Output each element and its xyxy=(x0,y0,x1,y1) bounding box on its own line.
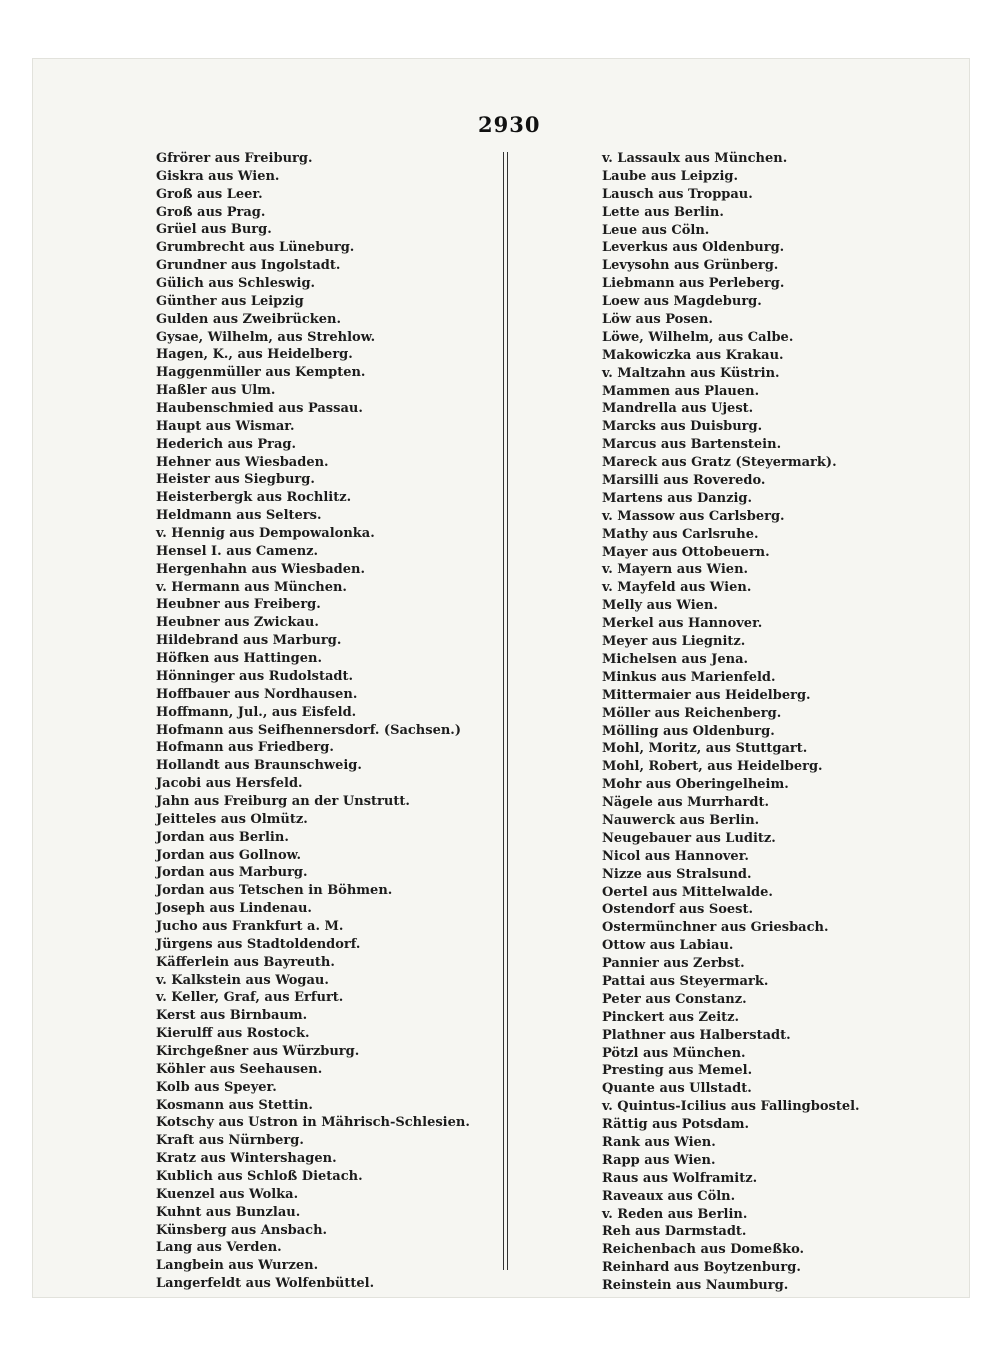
right-column-list xyxy=(602,150,902,1295)
name-entry: v. Lassaulx aus München. xyxy=(602,151,788,166)
name-entry: Leue aus Cöln. xyxy=(602,222,710,238)
name-entry: Michelsen aus Jena. xyxy=(602,651,749,667)
name-entry: Kublich aus Schloß Dietach. xyxy=(156,1168,363,1184)
name-entry: Mittermaier aus Heidelberg. xyxy=(602,687,811,703)
name-entry: Hofmann aus Friedberg. xyxy=(156,740,334,756)
name-entry: Minkus aus Marienfeld. xyxy=(602,669,776,685)
name-entry: Löwe, Wilhelm, aus Calbe. xyxy=(602,329,794,345)
name-entry: Heubner aus Freiberg. xyxy=(156,597,321,613)
name-entry: Marsilli aus Roveredo. xyxy=(602,473,766,489)
name-entry: Marcks aus Duisburg. xyxy=(602,419,763,435)
name-entry: Jordan aus Gollnow. xyxy=(156,847,302,863)
name-entry: Leverkus aus Oldenburg. xyxy=(602,240,785,256)
name-entry: Langerfeldt aus Wolfenbüttel. xyxy=(156,1276,375,1292)
name-entry: Rapp aus Wien. xyxy=(602,1152,716,1168)
name-entry: Peter aus Constanz. xyxy=(602,991,747,1007)
name-entry: Käfferlein aus Bayreuth. xyxy=(156,954,335,970)
name-entry: Neugebauer aus Luditz. xyxy=(602,830,776,846)
name-entry: Hensel I. aus Camenz. xyxy=(156,543,319,559)
name-entry: Mohl, Robert, aus Heidelberg. xyxy=(602,759,823,775)
name-entry: Hoffmann, Jul., aus Eisfeld. xyxy=(156,704,357,720)
name-entry: Rättig aus Potsdam. xyxy=(602,1117,750,1133)
name-entry: Loew aus Magdeburg. xyxy=(602,294,762,310)
name-entry: Gfrörer aus Freiburg. xyxy=(156,151,313,166)
name-entry: Nizze aus Stralsund. xyxy=(602,866,752,882)
left-column-list xyxy=(156,150,470,1293)
name-entry: Günther aus Leipzig xyxy=(156,293,304,309)
name-entry: Mohr aus Oberingelheim. xyxy=(602,777,789,793)
name-entry: Jordan aus Berlin. xyxy=(156,829,289,845)
name-entry: v. Mayern aus Wien. xyxy=(602,562,749,578)
name-entry: Haupt aus Wismar. xyxy=(156,418,295,434)
name-entry: Mandrella aus Ujest. xyxy=(602,401,754,417)
name-entry: Heldmann aus Selters. xyxy=(156,508,322,524)
name-entry: Ostendorf aus Soest. xyxy=(602,902,753,918)
name-entry: Nicol aus Hannover. xyxy=(602,848,749,864)
name-entry: Jacobi aus Hersfeld. xyxy=(156,776,303,792)
name-entry: Mohl, Moritz, aus Stuttgart. xyxy=(602,741,808,757)
name-entry: Plathner aus Halberstadt. xyxy=(602,1027,791,1043)
name-entry: Jordan aus Marburg. xyxy=(156,865,308,881)
name-entry: Gysae, Wilhelm, aus Strehlow. xyxy=(156,329,376,345)
name-entry: Joseph aus Lindenau. xyxy=(156,901,312,917)
name-entry: Quante aus Ullstadt. xyxy=(602,1081,752,1097)
name-entry: Hollandt aus Braunschweig. xyxy=(156,758,362,774)
name-entry: Reinstein aus Naumburg. xyxy=(602,1278,789,1294)
name-entry: Nägele aus Murrhardt. xyxy=(602,795,770,811)
name-entry: Rank aus Wien. xyxy=(602,1134,716,1150)
name-entry: Lette aus Berlin. xyxy=(602,204,724,220)
name-entry: v. Kalkstein aus Wogau. xyxy=(156,972,329,988)
name-entry: Kotschy aus Ustron in Mährisch-Schlesien. xyxy=(156,1115,470,1131)
name-entry: Laube aus Leipzig. xyxy=(602,168,738,184)
name-entry: Hehner aus Wiesbaden. xyxy=(156,454,329,470)
name-entry: v. Mayfeld aus Wien. xyxy=(602,580,752,596)
page-number: 2930 xyxy=(478,112,541,137)
name-entry: Ottow aus Labiau. xyxy=(602,938,734,954)
name-entry: Hofmann aus Seifhennersdorf. (Sachsen.) xyxy=(156,722,461,738)
name-entry: Melly aus Wien. xyxy=(602,598,718,614)
name-entry: Groß aus Prag. xyxy=(156,204,266,220)
name-entry: Raus aus Wolframitz. xyxy=(602,1170,758,1186)
name-entry: Löw aus Posen. xyxy=(602,312,713,328)
name-entry: Kratz aus Wintershagen. xyxy=(156,1151,337,1167)
name-entry: Gulden aus Zweibrücken. xyxy=(156,311,342,327)
name-entry: Hönninger aus Rudolstadt. xyxy=(156,668,354,684)
name-entry: Möller aus Reichenberg. xyxy=(602,705,782,721)
name-entry: Langbein aus Wurzen. xyxy=(156,1258,319,1274)
name-entry: Haggenmüller aus Kempten. xyxy=(156,365,366,381)
name-entry: Jeitteles aus Olmütz. xyxy=(156,811,308,827)
name-entry: Kierulff aus Rostock. xyxy=(156,1026,310,1042)
name-entry: Raveaux aus Cöln. xyxy=(602,1188,736,1204)
name-entry: Haßler aus Ulm. xyxy=(156,383,276,399)
name-entry: Heubner aus Zwickau. xyxy=(156,615,319,631)
name-entry: Haubenschmied aus Passau. xyxy=(156,401,363,417)
name-entry: Reh aus Darmstadt. xyxy=(602,1224,747,1240)
name-entry: Kraft aus Nürnberg. xyxy=(156,1133,304,1149)
name-entry: Hederich aus Prag. xyxy=(156,436,296,452)
name-entry: Kuhnt aus Bunzlau. xyxy=(156,1204,301,1220)
name-entry: Grumbrecht aus Lüneburg. xyxy=(156,240,355,256)
name-entry: Köhler aus Seehausen. xyxy=(156,1061,323,1077)
name-entry: Mayer aus Ottobeuern. xyxy=(602,544,770,560)
name-entry: Hildebrand aus Marburg. xyxy=(156,633,342,649)
name-entry: v. Maltzahn aus Küstrin. xyxy=(602,365,780,381)
name-entry: Pattai aus Steyermark. xyxy=(602,973,769,989)
name-entry: Lausch aus Troppau. xyxy=(602,186,753,202)
name-entry: Jürgens aus Stadtoldendorf. xyxy=(156,936,361,952)
name-entry: Gülich aus Schleswig. xyxy=(156,276,316,292)
name-entry: Mareck aus Gratz (Steyermark). xyxy=(602,455,837,471)
name-entry: Reichenbach aus Domeßko. xyxy=(602,1242,805,1258)
name-entry: v. Reden aus Berlin. xyxy=(602,1206,748,1222)
name-entry: Hoffbauer aus Nordhausen. xyxy=(156,686,358,702)
name-entry: Hergenhahn aus Wiesbaden. xyxy=(156,561,365,577)
name-entry: v. Quintus-Icilius aus Fallingbostel. xyxy=(602,1099,860,1115)
name-entry: Jordan aus Tetschen in Böhmen. xyxy=(156,883,393,899)
name-entry: Oertel aus Mittelwalde. xyxy=(602,884,773,900)
name-entry: Hagen, K., aus Heidelberg. xyxy=(156,347,353,363)
name-entry: Mammen aus Plauen. xyxy=(602,383,760,399)
name-entry: Groß aus Leer. xyxy=(156,186,263,202)
name-entry: Heisterbergk aus Rochlitz. xyxy=(156,490,352,506)
name-entry: Kuenzel aus Wolka. xyxy=(156,1186,299,1202)
name-entry: Meyer aus Liegnitz. xyxy=(602,634,746,650)
column-divider xyxy=(503,152,508,1270)
name-entry: Martens aus Danzig. xyxy=(602,490,753,506)
name-entry: Nauwerck aus Berlin. xyxy=(602,812,760,828)
name-entry: Marcus aus Bartenstein. xyxy=(602,437,782,453)
name-entry: Lang aus Verden. xyxy=(156,1240,282,1256)
name-entry: Mathy aus Carlsruhe. xyxy=(602,526,759,542)
name-entry: Mölling aus Oldenburg. xyxy=(602,723,775,739)
name-entry: Pannier aus Zerbst. xyxy=(602,956,745,972)
name-entry: Pötzl aus München. xyxy=(602,1045,746,1061)
name-entry: Liebmann aus Perleberg. xyxy=(602,276,785,292)
name-entry: Kolb aus Speyer. xyxy=(156,1079,277,1095)
name-entry: Presting aus Memel. xyxy=(602,1063,753,1079)
name-entry: Kerst aus Birnbaum. xyxy=(156,1008,308,1024)
name-entry: Jucho aus Frankfurt a. M. xyxy=(156,918,344,934)
name-entry: v. Massow aus Carlsberg. xyxy=(602,508,785,524)
name-entry: Grundner aus Ingolstadt. xyxy=(156,258,341,274)
name-entry: v. Keller, Graf, aus Erfurt. xyxy=(156,990,344,1006)
name-entry: Jahn aus Freiburg an der Unstrutt. xyxy=(156,793,410,809)
name-entry: v. Hermann aus München. xyxy=(156,579,347,595)
name-entry: Giskra aus Wien. xyxy=(156,168,280,184)
name-entry: Levysohn aus Grünberg. xyxy=(602,258,779,274)
name-entry: Kirchgeßner aus Würzburg. xyxy=(156,1043,360,1059)
name-entry: Künsberg aus Ansbach. xyxy=(156,1222,328,1238)
name-entry: Höfken aus Hattingen. xyxy=(156,651,322,667)
name-entry: Ostermünchner aus Griesbach. xyxy=(602,920,829,936)
name-entry: Reinhard aus Boytzenburg. xyxy=(602,1260,801,1276)
name-entry: Merkel aus Hannover. xyxy=(602,616,763,632)
name-entry: Grüel aus Burg. xyxy=(156,222,272,238)
name-entry: Heister aus Siegburg. xyxy=(156,472,315,488)
name-entry: Makowiczka aus Krakau. xyxy=(602,347,784,363)
name-entry: v. Hennig aus Dempowalonka. xyxy=(156,526,375,542)
name-entry: Pinckert aus Zeitz. xyxy=(602,1009,740,1025)
name-entry: Kosmann aus Stettin. xyxy=(156,1097,313,1113)
